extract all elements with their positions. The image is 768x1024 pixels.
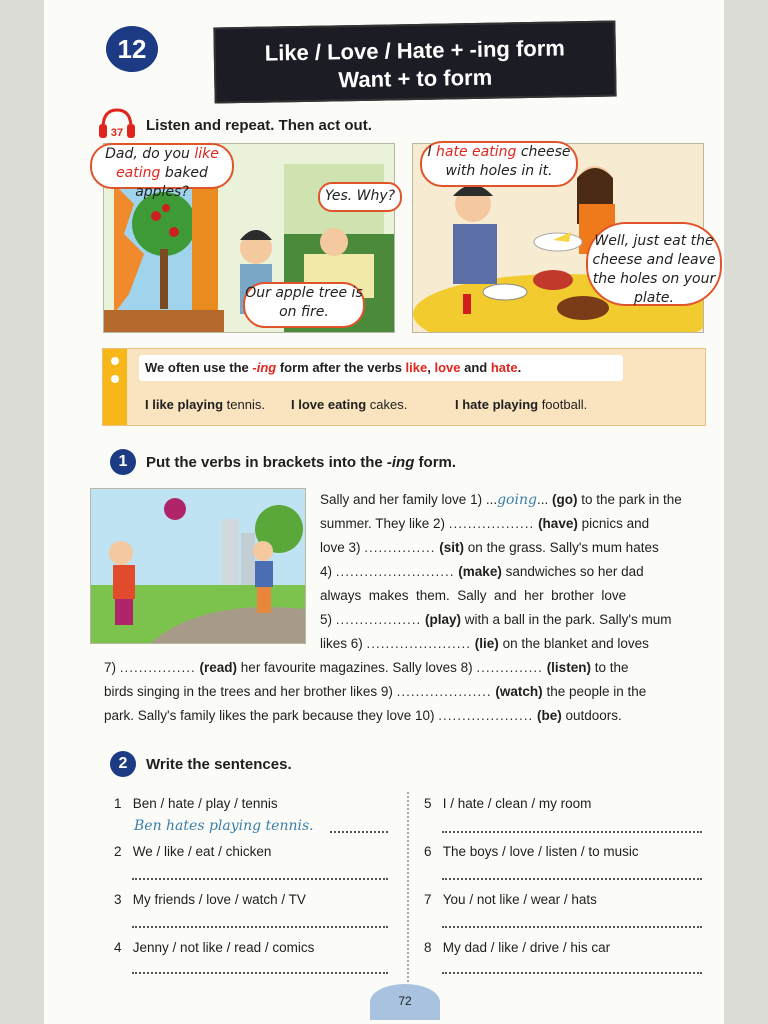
exercise-2-instruction: Write the sentences. (146, 756, 292, 773)
answer-line[interactable] (132, 924, 388, 928)
sentence-prompt-4: 4 Jenny / not like / read / comics (114, 940, 315, 955)
answer-line[interactable] (442, 829, 702, 833)
exercise-1-line-10: park. Sally's family likes the park because they love 10) .................... (be) outdoors. (104, 708, 622, 723)
exercise-1-line-4: 4) ......................... (make) sandwiches so her dad (320, 564, 644, 579)
answer-blank[interactable]: .................. (448, 516, 535, 531)
sentence-prompt-1: 1 Ben / hate / play / tennis (114, 796, 278, 811)
page-number: 72 (398, 994, 412, 1008)
speech-bubble-yes-why: Yes. Why? (318, 182, 402, 212)
sentence-prompt-7: 7 You / not like / wear / hats (424, 892, 597, 907)
example-answer-handwriting: Ben hates playing tennis. (134, 818, 314, 834)
answer-line[interactable] (132, 970, 388, 974)
sentence-prompt-8: 8 My dad / like / drive / his car (424, 940, 611, 955)
speech-bubble-eat-cheese: Well, just eat the cheese and leave the holes on your plate. (586, 222, 722, 306)
answer-handwriting: going (497, 492, 537, 508)
exercise-1-line-3: love 3) ............... (sit) on the grass. Sally's mum hates (320, 540, 659, 555)
answer-blank[interactable]: .............. (476, 660, 543, 675)
column-divider (407, 792, 409, 982)
page-number-tab (370, 984, 440, 1020)
headphones-icon[interactable] (96, 106, 138, 140)
answer-blank[interactable]: .................... (438, 708, 534, 723)
track-number: 37 (110, 127, 124, 139)
speech-bubble-hate-eating: I hate eating cheese with holes in it. (420, 141, 578, 187)
sentence-prompt-5: 5 I / hate / clean / my room (424, 796, 592, 811)
sentence-prompt-6: 6 The boys / love / listen / to music (424, 844, 639, 859)
grammar-rule: We often use the -ing form after the verbs like, love and hate. (145, 360, 522, 375)
exercise-1-number: 1 (110, 449, 136, 475)
answer-blank[interactable]: ................ (119, 660, 196, 675)
grammar-rule-box (102, 348, 706, 426)
answer-line[interactable] (442, 924, 702, 928)
park-illustration (90, 488, 306, 644)
exercise-1-line-1: Sally and her family love 1) ...going... (go) to the park in the (320, 492, 682, 508)
exercise-1-line-5: always makes them. Sally and her brother love (320, 588, 627, 603)
bullet-dot (111, 375, 119, 383)
sentence-prompt-3: 3 My friends / love / watch / TV (114, 892, 306, 907)
exercise-2-number: 2 (110, 751, 136, 777)
grammar-example-2: I love eating cakes. (291, 397, 408, 412)
answer-line[interactable] (442, 970, 702, 974)
exercise-1-line-8: 7) ................ (read) her favourite magazines. Sally loves 8) .............. (listen) to the (104, 660, 629, 675)
answer-blank[interactable]: .................. (335, 612, 422, 627)
answer-line[interactable] (132, 876, 388, 880)
listen-instruction: Listen and repeat. Then act out. (146, 117, 372, 134)
answer-blank[interactable]: ............... (364, 540, 436, 555)
unit-title-line1: Like / Love / Hate + -ing form (264, 35, 566, 66)
speech-bubble-apple-tree-fire: Our apple tree is on fire. (243, 282, 365, 328)
answer-blank[interactable]: ...................... (366, 636, 472, 651)
unit-number-badge: 12 (106, 26, 158, 72)
answer-line[interactable] (330, 829, 388, 833)
grammar-example-1: I like playing tennis. (145, 397, 265, 412)
answer-blank[interactable]: ......................... (335, 564, 455, 579)
speech-bubble-like-eating: Dad, do you like eating baked apples? (90, 143, 234, 189)
exercise-1-instruction: Put the verbs in brackets into the -ing form. (146, 454, 457, 471)
unit-title-banner (213, 20, 616, 103)
exercise-1-line-6: 5) .................. (play) with a ball in the park. Sally's mum (320, 612, 672, 627)
unit-title-line2: Want + to form (338, 64, 493, 93)
grammar-example-3: I hate playing football. (455, 397, 588, 412)
answer-line[interactable] (442, 876, 702, 880)
answer-blank[interactable]: .................... (396, 684, 492, 699)
bullet-dot (111, 357, 119, 365)
exercise-1-line-9: birds singing in the trees and her brother likes 9) .................... (watch) the people in the (104, 684, 647, 699)
exercise-1-line-2: summer. They like 2) .................. (have) picnics and (320, 516, 650, 531)
exercise-1-line-7: likes 6) ...................... (lie) on the blanket and loves (320, 636, 649, 651)
sentence-prompt-2: 2 We / like / eat / chicken (114, 844, 272, 859)
